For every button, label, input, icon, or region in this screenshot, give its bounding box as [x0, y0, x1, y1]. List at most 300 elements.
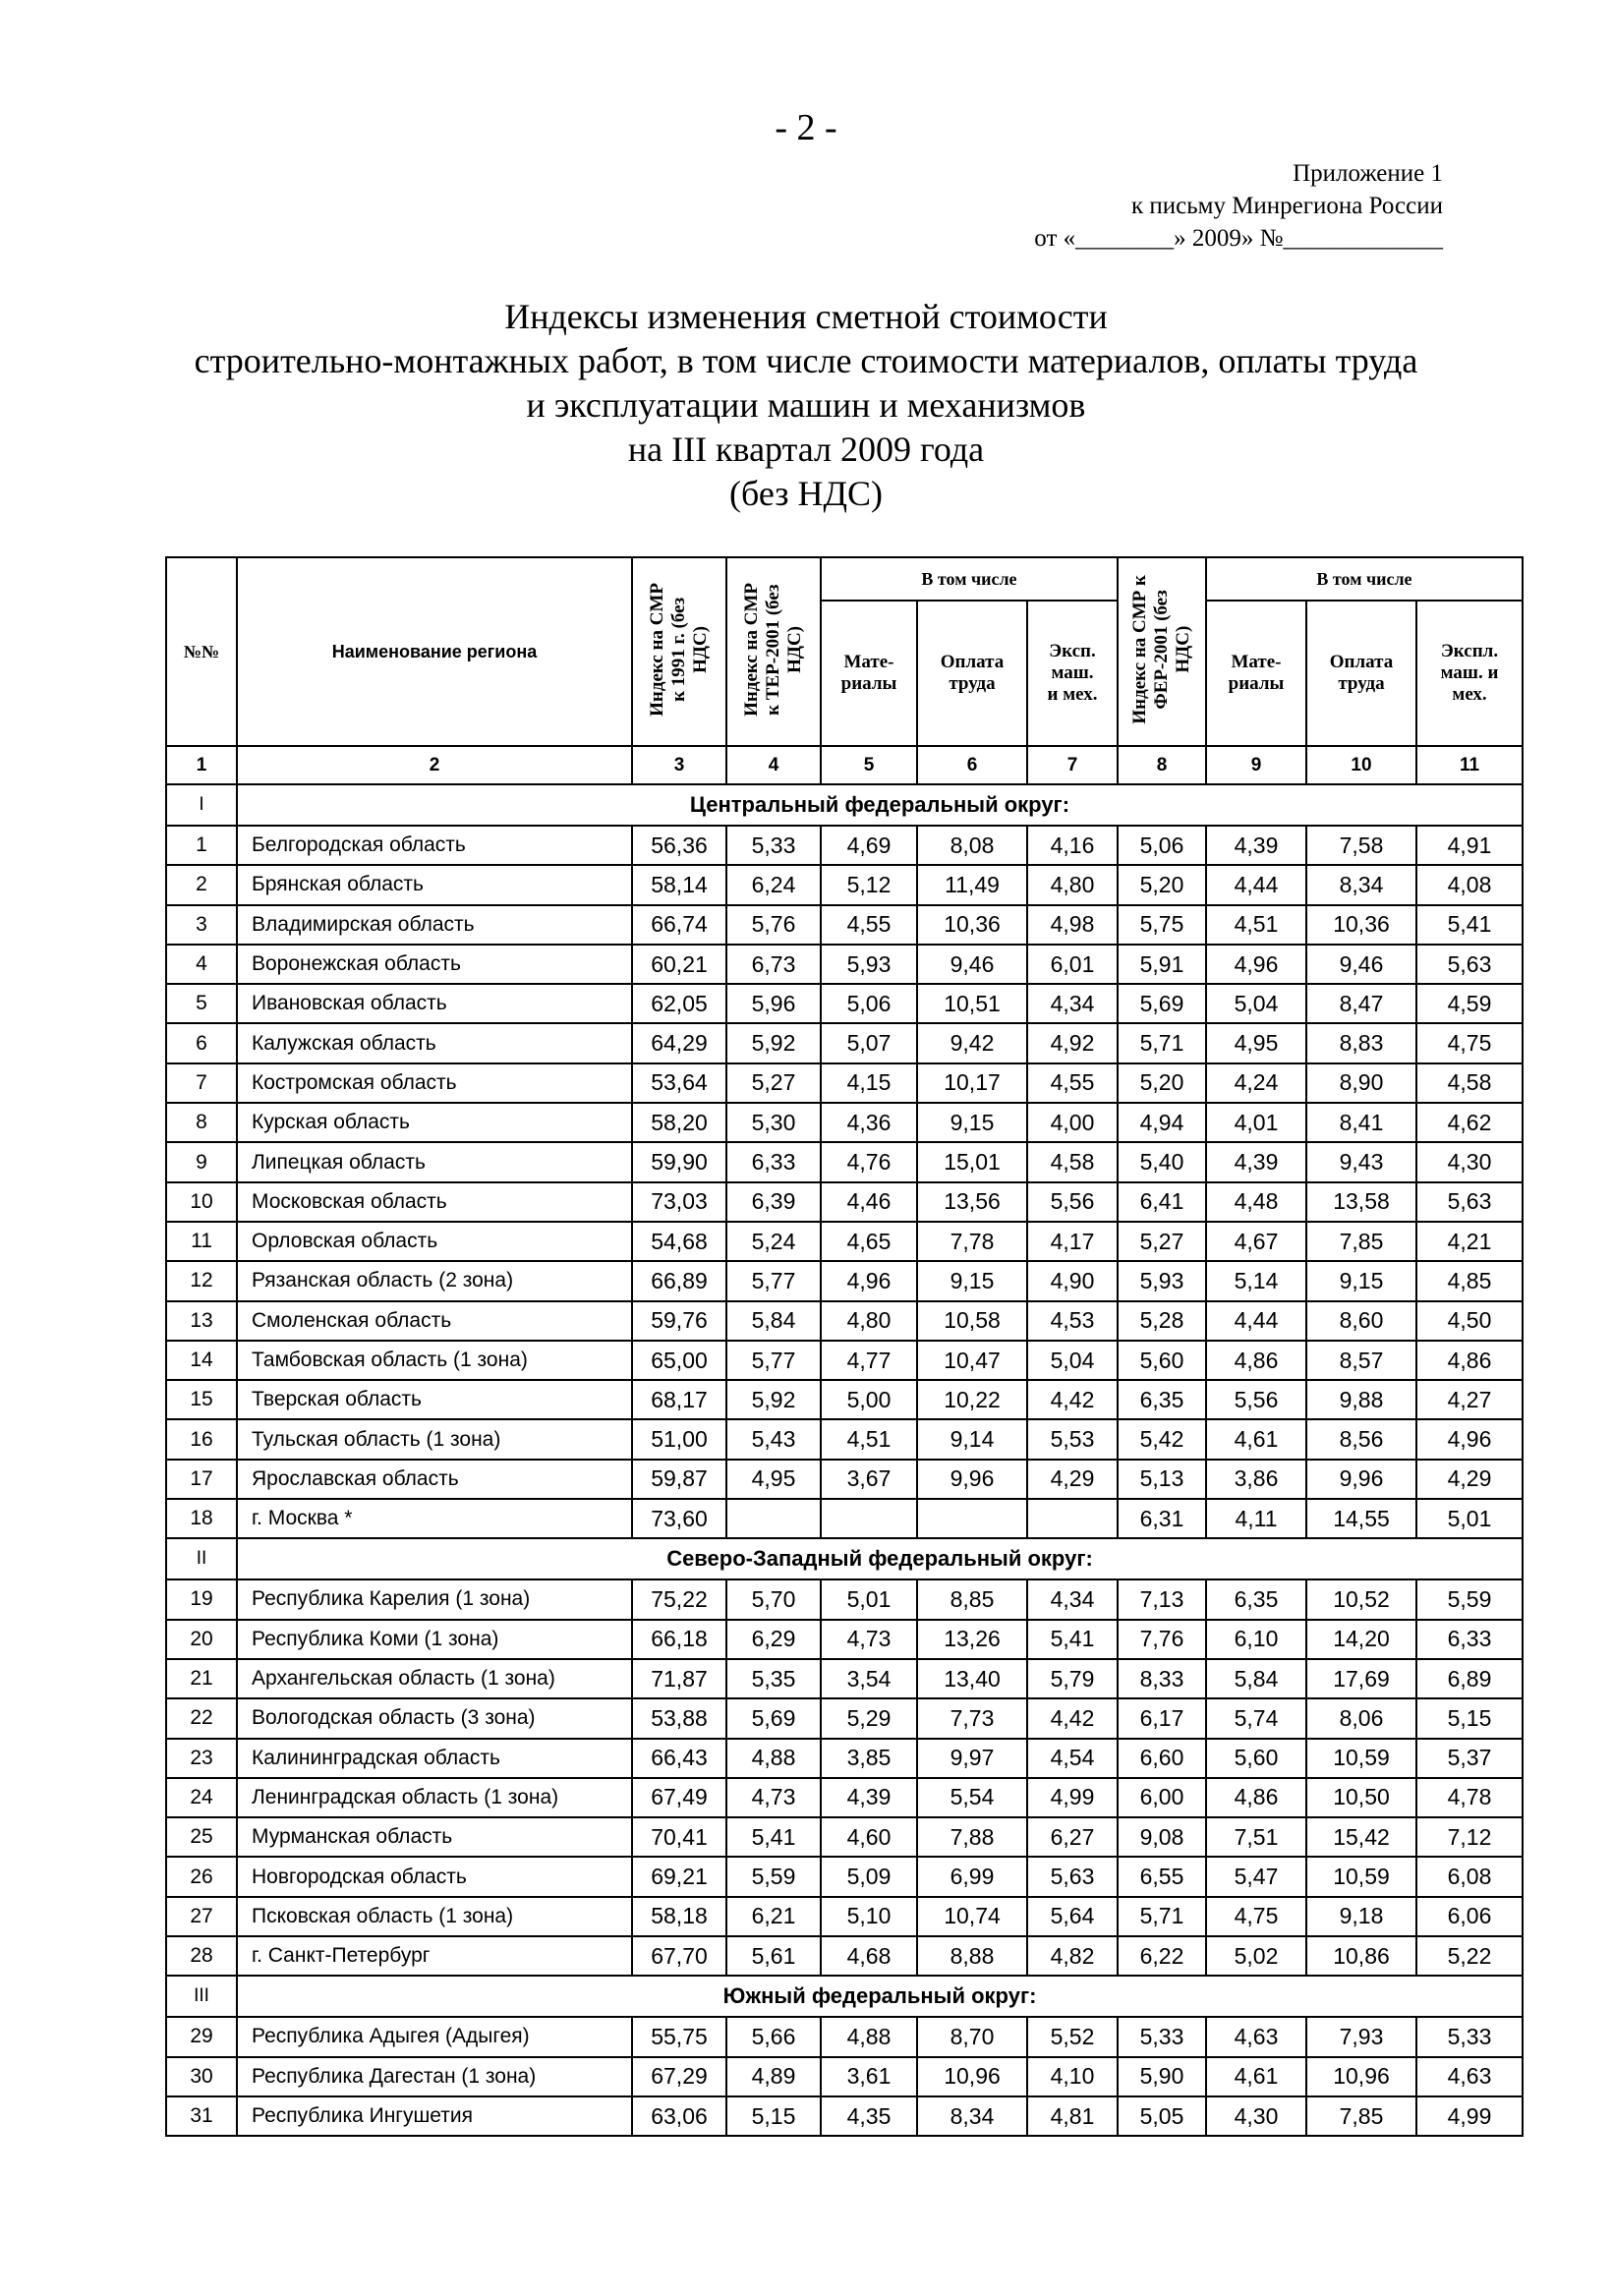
index-value-cell: 5,06	[821, 984, 917, 1023]
index-value-cell: 59,76	[632, 1301, 726, 1341]
index-value-cell: 4,11	[1206, 1499, 1306, 1538]
index-value-cell: 8,83	[1306, 1023, 1416, 1062]
index-value-cell: 6,39	[726, 1182, 821, 1222]
column-number-row	[166, 746, 1523, 784]
index-value-cell: 9,43	[1306, 1142, 1416, 1181]
header-index-ter2001-text: Индекс на СМР к ТЕР-2001 (без НДС)	[741, 582, 805, 717]
index-value-cell: 67,70	[632, 1936, 726, 1976]
index-value-cell: 59,90	[632, 1142, 726, 1181]
table-row	[166, 1103, 1523, 1142]
index-value-cell: 4,90	[1027, 1261, 1118, 1300]
index-value-cell: 4,68	[821, 1936, 917, 1976]
index-value-cell: 4,58	[1416, 1063, 1523, 1103]
index-value-cell: 5,63	[1027, 1857, 1118, 1896]
index-value-cell: 4,86	[1416, 1341, 1523, 1380]
index-value-cell: 66,89	[632, 1261, 726, 1300]
index-value-cell: 4,65	[821, 1222, 917, 1261]
index-value-cell: 4,48	[1206, 1182, 1306, 1222]
index-value-cell: 6,33	[1416, 1620, 1523, 1659]
index-value-cell: 4,50	[1416, 1301, 1523, 1341]
index-value-cell: 5,79	[1027, 1659, 1118, 1698]
row-number: 22	[166, 1698, 237, 1738]
index-value-cell: 6,24	[726, 865, 821, 904]
row-number: 30	[166, 2057, 237, 2096]
index-value-cell: 4,30	[1416, 1142, 1523, 1181]
header-labor-2: Оплата труда	[1306, 601, 1416, 746]
index-value-cell: 68,17	[632, 1380, 726, 1419]
table-row	[166, 1778, 1523, 1817]
index-value-cell: 4,88	[821, 2017, 917, 2056]
region-name: Владимирская область	[237, 905, 632, 945]
index-value-cell: 8,90	[1306, 1063, 1416, 1103]
header-materials-2: Мате- риалы	[1206, 601, 1306, 746]
index-value-cell: 73,03	[632, 1182, 726, 1222]
index-value-cell: 4,77	[821, 1341, 917, 1380]
row-number: 3	[166, 905, 237, 945]
index-value-cell: 13,56	[917, 1182, 1027, 1222]
index-value-cell: 4,91	[1416, 826, 1523, 865]
column-number: 8	[1118, 746, 1206, 784]
column-number: 11	[1416, 746, 1523, 784]
table-row	[166, 1142, 1523, 1181]
index-value-cell: 5,20	[1118, 865, 1206, 904]
region-name: Республика Адыгея (Адыгея)	[237, 2017, 632, 2056]
index-value-cell: 5,54	[917, 1778, 1027, 1817]
index-value-cell: 13,58	[1306, 1182, 1416, 1222]
row-number: 16	[166, 1419, 237, 1459]
index-value-cell: 6,89	[1416, 1659, 1523, 1698]
index-value-cell: 55,75	[632, 2017, 726, 2056]
row-number: 1	[166, 826, 237, 865]
index-value-cell: 66,74	[632, 905, 726, 945]
attachment-line-2: к письму Минрегиона России	[1130, 193, 1443, 219]
region-name: Тульская область (1 зона)	[237, 1419, 632, 1459]
index-value-cell: 4,55	[821, 905, 917, 945]
index-value-cell: 6,55	[1118, 1857, 1206, 1896]
index-value-cell: 5,69	[726, 1698, 821, 1738]
section-number: I	[166, 784, 237, 826]
index-value-cell	[821, 1499, 917, 1538]
row-number: 12	[166, 1261, 237, 1300]
index-value-cell: 4,85	[1416, 1261, 1523, 1300]
table-row	[166, 2057, 1523, 2096]
row-number: 25	[166, 1817, 237, 1857]
index-value-cell: 10,17	[917, 1063, 1027, 1103]
region-name: Рязанская область (2 зона)	[237, 1261, 632, 1300]
row-number: 14	[166, 1341, 237, 1380]
index-value-cell: 10,59	[1306, 1857, 1416, 1896]
index-value-cell: 6,22	[1118, 1936, 1206, 1976]
table-body	[166, 784, 1523, 2136]
row-number: 24	[166, 1778, 237, 1817]
section-title: Северо-Западный федеральный округ:	[237, 1538, 1523, 1579]
index-value-cell: 8,34	[917, 2096, 1027, 2136]
index-value-cell: 8,47	[1306, 984, 1416, 1023]
column-number: 1	[166, 746, 237, 784]
index-value-cell: 4,62	[1416, 1103, 1523, 1142]
index-value-cell: 7,12	[1416, 1817, 1523, 1857]
index-value-cell: 4,89	[726, 2057, 821, 2096]
index-value-cell: 4,96	[1206, 945, 1306, 984]
section-title: Южный федеральный округ:	[237, 1976, 1523, 2017]
index-value-cell: 7,76	[1118, 1620, 1206, 1659]
region-name: Республика Дагестан (1 зона)	[237, 2057, 632, 2096]
column-number: 7	[1027, 746, 1118, 784]
index-value-cell: 59,87	[632, 1460, 726, 1499]
table-row	[166, 1698, 1523, 1738]
index-value-cell: 5,04	[1027, 1341, 1118, 1380]
index-value-cell: 4,86	[1206, 1778, 1306, 1817]
index-value-cell: 5,93	[821, 945, 917, 984]
index-value-cell: 10,51	[917, 984, 1027, 1023]
index-value-cell: 5,47	[1206, 1857, 1306, 1896]
index-value-cell: 66,43	[632, 1739, 726, 1778]
index-value-cell: 4,61	[1206, 2057, 1306, 2096]
row-number: 23	[166, 1739, 237, 1778]
index-value-cell: 71,87	[632, 1659, 726, 1698]
index-value-cell: 4,96	[1416, 1419, 1523, 1459]
header-index-1991	[632, 557, 726, 746]
index-value-cell: 7,93	[1306, 2017, 1416, 2056]
index-value-cell: 60,21	[632, 945, 726, 984]
index-value-cell: 73,60	[632, 1499, 726, 1538]
table-row	[166, 1460, 1523, 1499]
index-value-cell: 8,34	[1306, 865, 1416, 904]
index-value-cell: 4,35	[821, 2096, 917, 2136]
index-value-cell: 6,29	[726, 1620, 821, 1659]
column-number: 10	[1306, 746, 1416, 784]
index-value-cell: 5,28	[1118, 1301, 1206, 1341]
region-name: Республика Карелия (1 зона)	[237, 1579, 632, 1619]
index-value-cell: 9,88	[1306, 1380, 1416, 1419]
index-value-cell: 5,71	[1118, 1897, 1206, 1936]
index-value-cell: 69,21	[632, 1857, 726, 1896]
index-value-cell: 4,80	[821, 1301, 917, 1341]
row-number: 21	[166, 1659, 237, 1698]
header-index-fer2001	[1118, 557, 1206, 746]
index-value-cell: 15,42	[1306, 1817, 1416, 1857]
header-including-2: В том числе	[1206, 557, 1523, 601]
row-number: 13	[166, 1301, 237, 1341]
title-line-4: на III квартал 2009 года	[627, 430, 985, 469]
index-value-cell: 4,75	[1416, 1023, 1523, 1062]
index-value-cell: 4,88	[726, 1739, 821, 1778]
index-value-cell: 7,73	[917, 1698, 1027, 1738]
index-value-cell: 5,02	[1206, 1936, 1306, 1976]
document-title	[0, 295, 1612, 516]
index-value-cell: 7,13	[1118, 1579, 1206, 1619]
title-line-2: строительно-монтажных работ, в том числе стоимости материалов, оплаты труда	[194, 341, 1418, 380]
index-value-cell: 5,56	[1206, 1380, 1306, 1419]
index-value-cell: 7,58	[1306, 826, 1416, 865]
index-value-cell: 67,29	[632, 2057, 726, 2096]
page-number: - 2 -	[775, 107, 837, 148]
index-value-cell: 54,68	[632, 1222, 726, 1261]
section-number: II	[166, 1538, 237, 1579]
index-value-cell: 4,73	[726, 1778, 821, 1817]
index-value-cell: 5,63	[1416, 1182, 1523, 1222]
table-row	[166, 1023, 1523, 1062]
index-value-cell: 5,06	[1118, 826, 1206, 865]
index-value-cell: 3,86	[1206, 1460, 1306, 1499]
index-value-cell: 5,69	[1118, 984, 1206, 1023]
index-value-cell: 5,29	[821, 1698, 917, 1738]
section-number: III	[166, 1976, 237, 2017]
index-value-cell: 4,61	[1206, 1419, 1306, 1459]
index-value-cell: 4,51	[1206, 905, 1306, 945]
index-value-cell: 4,44	[1206, 1301, 1306, 1341]
index-value-cell: 5,91	[1118, 945, 1206, 984]
index-value-cell: 7,85	[1306, 1222, 1416, 1261]
region-name: Брянская область	[237, 865, 632, 904]
index-value-cell: 5,56	[1027, 1182, 1118, 1222]
index-value-cell: 5,27	[1118, 1222, 1206, 1261]
index-value-cell: 5,01	[821, 1579, 917, 1619]
index-value-cell: 4,08	[1416, 865, 1523, 904]
table-row	[166, 1897, 1523, 1936]
index-value-cell: 5,43	[726, 1419, 821, 1459]
index-value-cell: 5,60	[1206, 1739, 1306, 1778]
index-value-cell: 4,86	[1206, 1341, 1306, 1380]
index-value-cell: 4,53	[1027, 1301, 1118, 1341]
table-row	[166, 1419, 1523, 1459]
index-value-cell: 10,96	[917, 2057, 1027, 2096]
region-name: Курская область	[237, 1103, 632, 1142]
table-row	[166, 1261, 1523, 1300]
index-value-cell: 4,00	[1027, 1103, 1118, 1142]
index-value-cell: 5,75	[1118, 905, 1206, 945]
index-value-cell: 9,42	[917, 1023, 1027, 1062]
index-value-cell: 56,36	[632, 826, 726, 865]
region-name: Псковская область (1 зона)	[237, 1897, 632, 1936]
index-value-cell: 7,78	[917, 1222, 1027, 1261]
table-row	[166, 826, 1523, 865]
region-name: Орловская область	[237, 1222, 632, 1261]
index-value-cell: 10,96	[1306, 2057, 1416, 2096]
column-number: 3	[632, 746, 726, 784]
index-value-cell: 58,20	[632, 1103, 726, 1142]
index-value-cell: 66,18	[632, 1620, 726, 1659]
index-value-cell: 4,96	[821, 1261, 917, 1300]
table-row	[166, 1301, 1523, 1341]
index-value-cell: 53,64	[632, 1063, 726, 1103]
region-name: Белгородская область	[237, 826, 632, 865]
index-value-cell: 5,12	[821, 865, 917, 904]
index-value-cell: 8,08	[917, 826, 1027, 865]
row-number: 20	[166, 1620, 237, 1659]
index-value-cell: 5,42	[1118, 1419, 1206, 1459]
index-value-cell: 5,59	[726, 1857, 821, 1896]
index-value-cell: 4,30	[1206, 2096, 1306, 2136]
index-value-cell: 4,29	[1416, 1460, 1523, 1499]
row-number: 9	[166, 1142, 237, 1181]
region-name: Мурманская область	[237, 1817, 632, 1857]
section-row	[166, 1976, 1523, 2017]
region-name: Калининградская область	[237, 1739, 632, 1778]
title-line-3: и эксплуатации машин и механизмов	[526, 385, 1086, 425]
index-value-cell: 8,57	[1306, 1341, 1416, 1380]
header-labor-1: Оплата труда	[917, 601, 1027, 746]
index-value-cell: 9,15	[917, 1103, 1027, 1142]
index-value-cell: 5,33	[1118, 2017, 1206, 2056]
table-row	[166, 1063, 1523, 1103]
index-value-cell: 4,95	[726, 1460, 821, 1499]
region-name: Тамбовская область (1 зона)	[237, 1341, 632, 1380]
region-name: г. Москва *	[237, 1499, 632, 1538]
region-name: Ленинградская область (1 зона)	[237, 1778, 632, 1817]
region-name: Смоленская область	[237, 1301, 632, 1341]
index-value-cell: 4,55	[1027, 1063, 1118, 1103]
index-value-cell: 8,60	[1306, 1301, 1416, 1341]
header-num: №№	[166, 557, 237, 746]
row-number: 17	[166, 1460, 237, 1499]
index-value-cell: 4,10	[1027, 2057, 1118, 2096]
region-name: Республика Ингушетия	[237, 2096, 632, 2136]
index-value-cell: 6,21	[726, 1897, 821, 1936]
index-value-cell: 75,22	[632, 1579, 726, 1619]
index-value-cell: 6,35	[1206, 1579, 1306, 1619]
row-number: 4	[166, 945, 237, 984]
index-value-cell: 15,01	[917, 1142, 1027, 1181]
attachment-line-1: Приложение 1	[1293, 160, 1443, 187]
header-index-fer2001-text: Индекс на СМР к ФЕР-2001 (без НДС)	[1129, 574, 1193, 724]
index-value-cell: 4,39	[1206, 826, 1306, 865]
index-value-cell: 5,52	[1027, 2017, 1118, 2056]
index-value-cell: 6,01	[1027, 945, 1118, 984]
index-value-cell: 5,90	[1118, 2057, 1206, 2096]
index-value-cell: 65,00	[632, 1341, 726, 1380]
index-value-cell: 4,27	[1416, 1380, 1523, 1419]
index-value-cell: 5,40	[1118, 1142, 1206, 1181]
index-value-cell: 5,96	[726, 984, 821, 1023]
region-name: Тверская область	[237, 1380, 632, 1419]
index-value-cell: 8,41	[1306, 1103, 1416, 1142]
header-region-name: Наименование региона	[237, 557, 632, 746]
region-name: Калужская область	[237, 1023, 632, 1062]
index-value-cell: 5,22	[1416, 1936, 1523, 1976]
index-value-cell: 5,05	[1118, 2096, 1206, 2136]
index-value-cell: 5,24	[726, 1222, 821, 1261]
attachment-note	[951, 157, 1443, 255]
index-value-cell: 5,77	[726, 1341, 821, 1380]
table-row	[166, 1659, 1523, 1698]
index-value-cell: 5,10	[821, 1897, 917, 1936]
index-value-cell: 5,15	[726, 2096, 821, 2136]
region-name: Республика Коми (1 зона)	[237, 1620, 632, 1659]
table-row	[166, 1620, 1523, 1659]
index-value-cell: 6,35	[1118, 1380, 1206, 1419]
index-value-cell: 3,85	[821, 1739, 917, 1778]
index-value-cell: 5,35	[726, 1659, 821, 1698]
index-value-cell: 4,21	[1416, 1222, 1523, 1261]
index-value-cell: 4,54	[1027, 1739, 1118, 1778]
index-value-cell: 6,31	[1118, 1499, 1206, 1538]
index-value-cell: 9,46	[917, 945, 1027, 984]
index-value-cell: 4,78	[1416, 1778, 1523, 1817]
section-row	[166, 784, 1523, 826]
row-number: 26	[166, 1857, 237, 1896]
region-name: Архангельская область (1 зона)	[237, 1659, 632, 1698]
index-value-cell: 58,18	[632, 1897, 726, 1936]
row-number: 15	[166, 1380, 237, 1419]
index-value-cell: 9,96	[917, 1460, 1027, 1499]
index-value-cell: 5,60	[1118, 1341, 1206, 1380]
index-value-cell: 6,10	[1206, 1620, 1306, 1659]
region-name: Московская область	[237, 1182, 632, 1222]
header-index-1991-text: Индекс на СМР к 1991 г. (без НДС)	[647, 582, 711, 717]
index-value-cell: 9,15	[1306, 1261, 1416, 1300]
index-value-cell: 11,49	[917, 865, 1027, 904]
row-number: 2	[166, 865, 237, 904]
header-index-ter2001	[726, 557, 821, 746]
index-value-cell: 5,92	[726, 1380, 821, 1419]
index-value-cell: 9,14	[917, 1419, 1027, 1459]
index-value-cell: 4,01	[1206, 1103, 1306, 1142]
row-number: 28	[166, 1936, 237, 1976]
column-number: 6	[917, 746, 1027, 784]
index-value-cell: 10,52	[1306, 1579, 1416, 1619]
index-value-cell: 4,99	[1416, 2096, 1523, 2136]
index-value-cell: 5,93	[1118, 1261, 1206, 1300]
table-row	[166, 905, 1523, 945]
index-value-cell: 5,37	[1416, 1739, 1523, 1778]
index-value-cell: 5,15	[1416, 1698, 1523, 1738]
row-number: 5	[166, 984, 237, 1023]
index-value-cell: 4,39	[821, 1778, 917, 1817]
index-value-cell: 8,70	[917, 2017, 1027, 2056]
index-value-cell: 4,69	[821, 826, 917, 865]
index-value-cell: 9,97	[917, 1739, 1027, 1778]
index-value-cell: 6,33	[726, 1142, 821, 1181]
index-value-cell: 5,41	[726, 1817, 821, 1857]
header-materials-1: Мате- риалы	[821, 601, 917, 746]
index-value-cell: 5,04	[1206, 984, 1306, 1023]
index-value-cell: 10,74	[917, 1897, 1027, 1936]
index-value-cell: 70,41	[632, 1817, 726, 1857]
header-including-1: В том числе	[821, 557, 1118, 601]
row-number: 7	[166, 1063, 237, 1103]
index-value-cell: 10,36	[1306, 905, 1416, 945]
index-value-cell: 14,55	[1306, 1499, 1416, 1538]
index-value-cell: 63,06	[632, 2096, 726, 2136]
index-value-cell: 5,64	[1027, 1897, 1118, 1936]
row-number: 19	[166, 1579, 237, 1619]
index-value-cell: 9,46	[1306, 945, 1416, 984]
title-line-5: (без НДС)	[728, 474, 884, 513]
index-value-cell: 5,74	[1206, 1698, 1306, 1738]
index-value-cell: 4,59	[1416, 984, 1523, 1023]
index-value-cell: 4,34	[1027, 1579, 1118, 1619]
section-title: Центральный федеральный округ:	[237, 784, 1523, 826]
row-number: 29	[166, 2017, 237, 2056]
index-value-cell: 9,15	[917, 1261, 1027, 1300]
index-value-cell: 10,59	[1306, 1739, 1416, 1778]
attachment-line-3: от «________» 2009» №_____________	[1034, 225, 1443, 252]
index-value-cell: 4,80	[1027, 865, 1118, 904]
table-row	[166, 2017, 1523, 2056]
table-row	[166, 1182, 1523, 1222]
row-number: 8	[166, 1103, 237, 1142]
index-value-cell: 8,56	[1306, 1419, 1416, 1459]
index-value-cell: 5,30	[726, 1103, 821, 1142]
table-row	[166, 2096, 1523, 2136]
index-value-cell: 4,42	[1027, 1698, 1118, 1738]
index-value-cell: 17,69	[1306, 1659, 1416, 1698]
row-number: 18	[166, 1499, 237, 1538]
index-value-cell: 9,96	[1306, 1460, 1416, 1499]
index-value-cell: 5,71	[1118, 1023, 1206, 1062]
index-value-cell	[1027, 1499, 1118, 1538]
